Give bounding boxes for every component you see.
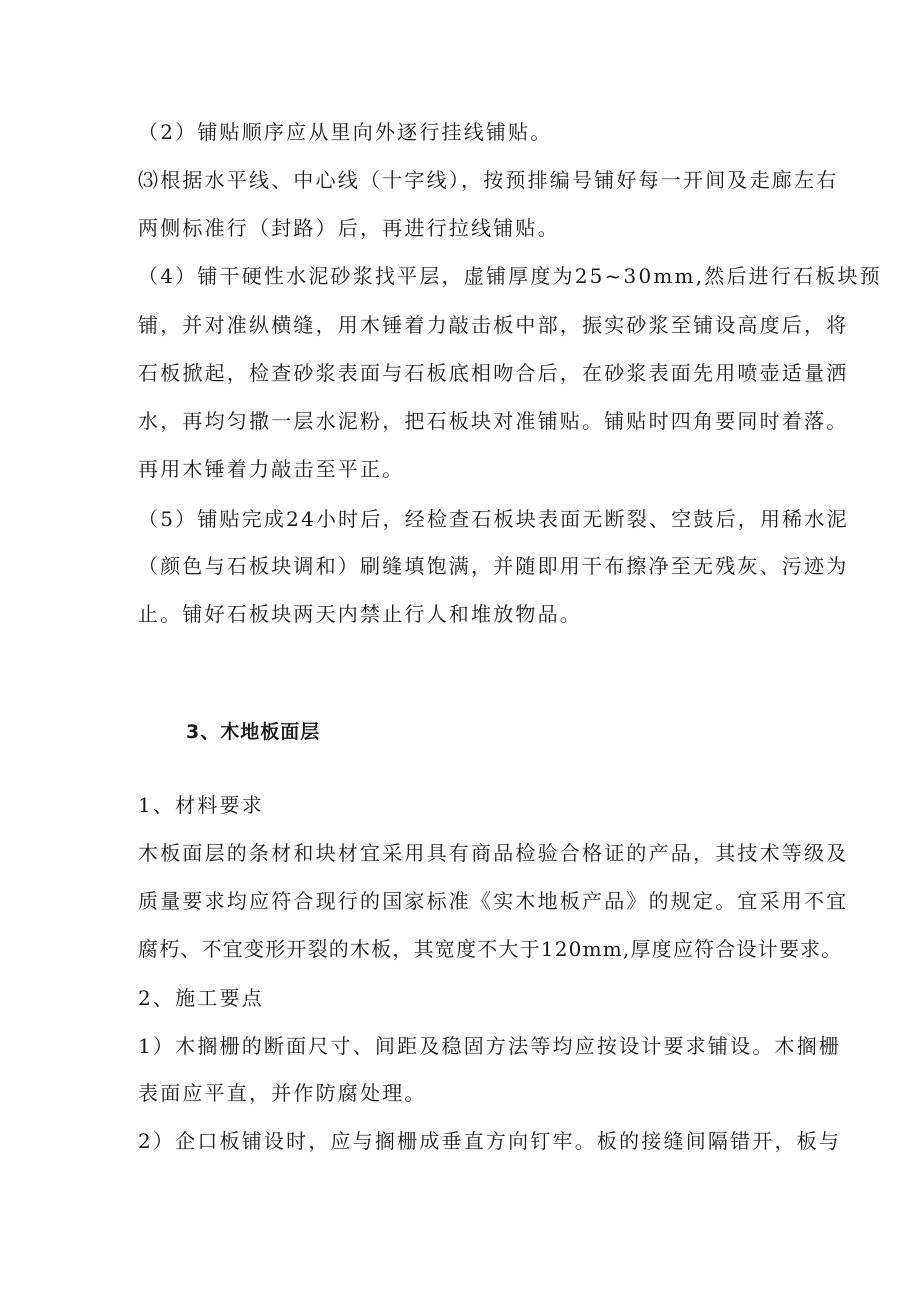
paragraph-line: 表面应平直，并作防腐处理。 bbox=[138, 1081, 427, 1105]
paragraph-line: （5）铺贴完成24小时后，经检查石板块表面无断裂、空鼓后，用稀水泥 bbox=[138, 507, 849, 531]
paragraph-line: 质量要求均应符合现行的国家标准《实木地板产品》的规定。宜采用不宜 bbox=[138, 889, 849, 913]
subheading-line: 2、施工要点 bbox=[138, 986, 264, 1010]
paragraph-line: 1）木搁栅的断面尺寸、间距及稳固方法等均应按设计要求铺设。木搁栅 bbox=[138, 1034, 842, 1058]
paragraph-line: 再用木锤着力敲击至平正。 bbox=[138, 457, 405, 481]
section-heading: 3、木地板面层 bbox=[186, 721, 321, 743]
paragraph-line: ⑶根据水平线、中心线（十字线），按预排编号铺好每一开间及走廊左右 bbox=[138, 168, 839, 192]
paragraph-line: （颜色与石板块调和）刷缝填饱满，并随即用干布擦净至无残灰、污迹为 bbox=[138, 554, 849, 578]
paragraph-line: 木板面层的条材和块材宜采用具有商品检验合格证的产品，其技术等级及 bbox=[138, 841, 849, 865]
paragraph-line: 止。铺好石板块两天内禁止行人和堆放物品。 bbox=[138, 602, 582, 626]
paragraph-line: 腐朽、不宜变形开裂的木板，其宽度不大于120mm,厚度应符合设计要求。 bbox=[138, 937, 843, 961]
paragraph-line: （2）铺贴顺序应从里向外逐行挂线铺贴。 bbox=[138, 120, 553, 144]
paragraph-line: 2）企口板铺设时，应与搁栅成垂直方向钉牢。板的接缝间隔错开，板与 bbox=[138, 1129, 842, 1153]
paragraph-line: 石板掀起，检查砂浆表面与石板底相吻合后，在砂浆表面先用喷壶适量洒 bbox=[138, 361, 849, 385]
paragraph-line: 两侧标准行（封路）后，再进行拉线铺贴。 bbox=[138, 216, 560, 240]
paragraph-line: 铺，并对准纵横缝，用木锤着力敲击板中部，振实砂浆至铺设高度后，将 bbox=[138, 313, 849, 337]
paragraph-line: （4）铺干硬性水泥砂浆找平层，虚铺厚度为25~30mm,然后进行石板块预 bbox=[138, 264, 882, 288]
paragraph-line: 水，再均匀撒一层水泥粉，把石板块对准铺贴。铺贴时四角要同时着落。 bbox=[138, 409, 849, 433]
subheading-line: 1、材料要求 bbox=[138, 793, 264, 817]
